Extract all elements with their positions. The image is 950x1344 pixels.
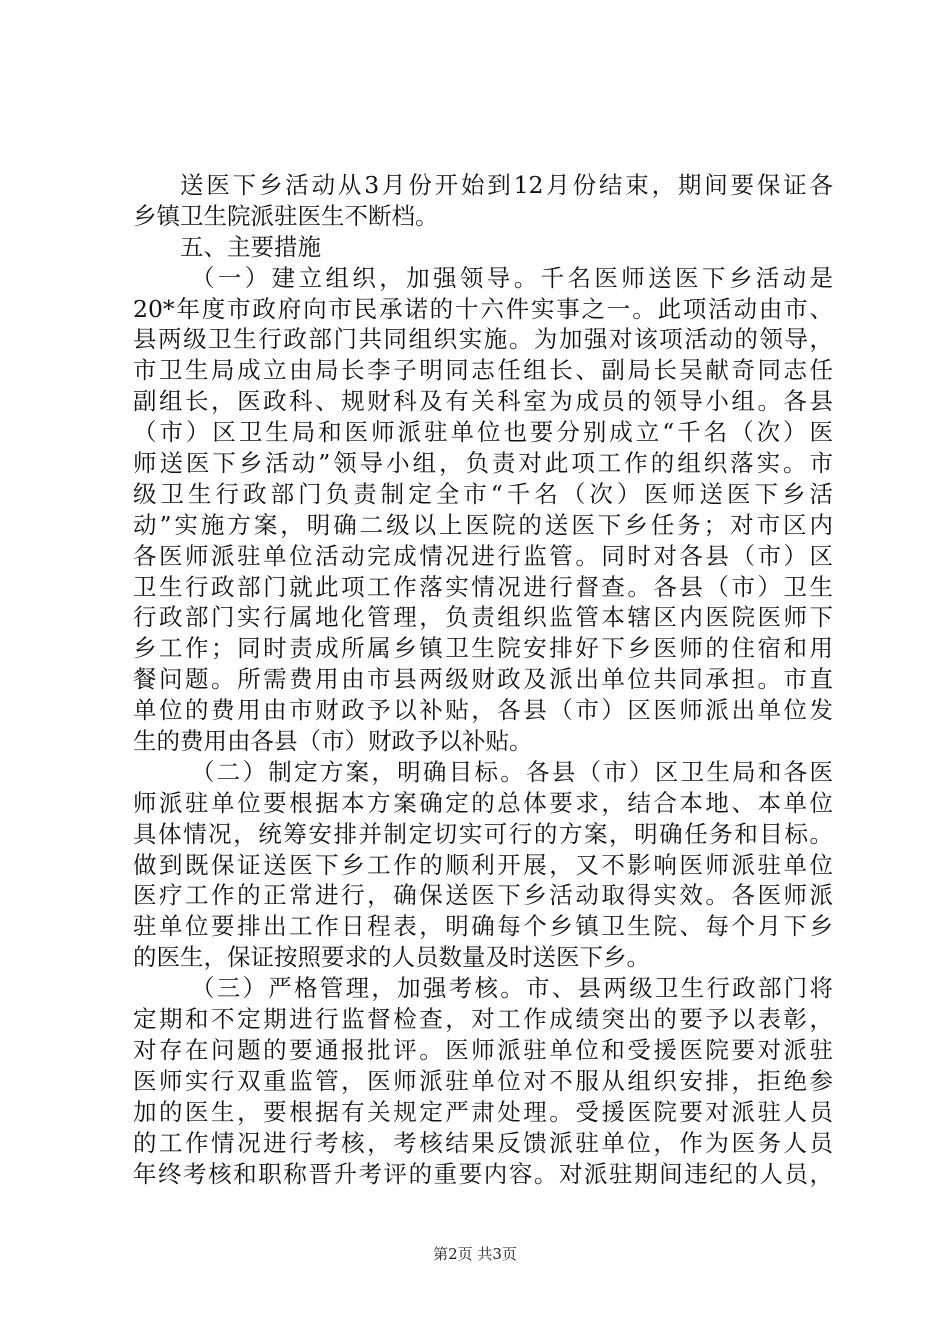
text-line: 定期和不定期进行监督检查，对工作成绩突出的要予以表彰， bbox=[133, 1005, 833, 1034]
text-line: 具体情况，统筹安排并制定切实可行的方案，明确任务和目标。 bbox=[133, 819, 833, 848]
page-footer bbox=[0, 1244, 950, 1264]
text-line: 的医生，保证按照要求的人员数量及时送医下乡。 bbox=[133, 943, 650, 972]
text-line: 加的医生，要根据有关规定严肃处理。受援医院要对派驻人员 bbox=[133, 1097, 833, 1126]
text-line: 卫生行政部门就此项工作落实情况进行督查。各县（市）卫生 bbox=[133, 572, 833, 601]
text-line: 市卫生局成立由局长李子明同志任组长、副局长吴献奇同志任 bbox=[133, 356, 833, 385]
text-line: 做到既保证送医下乡工作的顺利开展，又不影响医师派驻单位 bbox=[133, 850, 833, 879]
document-body bbox=[133, 170, 833, 1189]
text-line: 医疗工作的正常进行，确保送医下乡活动取得实效。各医师派 bbox=[133, 881, 833, 910]
text-line: 生的费用由各县（市）财政予以补贴。 bbox=[133, 727, 533, 756]
text-line: 20*年度市政府向市民承诺的十六件实事之一。此项活动由市、 bbox=[133, 294, 833, 323]
text-line: 级卫生行政部门负责制定全市“千名（次）医师送医下乡活 bbox=[133, 479, 833, 508]
page-number: 第2页 共3页 bbox=[433, 1245, 517, 1263]
subsection-heading: （三）严格管理，加强考核。市、县两级卫生行政部门将 bbox=[191, 974, 833, 1003]
subsection-heading: （一）建立组织，加强领导。千名医师送医下乡活动是 bbox=[191, 263, 833, 292]
text-line: 动”实施方案，明确二级以上医院的送医下乡任务；对市区内 bbox=[133, 510, 833, 539]
section-heading: 五、主要措施 bbox=[180, 232, 321, 261]
text-line: 的工作情况进行考核，考核结果反馈派驻单位，作为医务人员 bbox=[133, 1128, 833, 1157]
text-line: 年终考核和职称晋升考评的重要内容。对派驻期间违纪的人员， bbox=[133, 1159, 833, 1188]
text-line: 医师实行双重监管，医师派驻单位对不服从组织安排，拒绝参 bbox=[133, 1066, 833, 1095]
text-line: 餐问题。所需费用由市县两级财政及派出单位共同承担。市直 bbox=[133, 665, 833, 694]
text-line: 师送医下乡活动”领导小组，负责对此项工作的组织落实。市 bbox=[133, 449, 833, 478]
text-line: 驻单位要排出工作日程表，明确每个乡镇卫生院、每个月下乡 bbox=[133, 912, 833, 941]
text-line: 单位的费用由市财政予以补贴，各县（市）区医师派出单位发 bbox=[133, 696, 833, 725]
text-line: 县两级卫生行政部门共同组织实施。为加强对该项活动的领导， bbox=[133, 325, 833, 354]
text-line: 乡工作；同时责成所属乡镇卫生院安排好下乡医师的住宿和用 bbox=[133, 634, 833, 663]
text-line: （市）区卫生局和医师派驻单位也要分别成立“千名（次）医 bbox=[133, 418, 833, 447]
text-line: 副组长，医政科、规财科及有关科室为成员的领导小组。各县 bbox=[133, 387, 833, 416]
text-line: 各医师派驻单位活动完成情况进行监管。同时对各县（市）区 bbox=[133, 541, 833, 570]
subsection-heading: （二）制定方案，明确目标。各县（市）区卫生局和各医 bbox=[191, 757, 833, 786]
text-line: 送医下乡活动从3月份开始到12月份结束，期间要保证各 bbox=[180, 171, 833, 199]
text-line: 师派驻单位要根据本方案确定的总体要求，结合本地、本单位 bbox=[133, 788, 833, 817]
text-line: 行政部门实行属地化管理，负责组织监管本辖区内医院医师下 bbox=[133, 603, 833, 632]
text-line: 乡镇卫生院派驻医生不断档。 bbox=[133, 201, 439, 230]
text-line: 对存在问题的要通报批评。医师派驻单位和受援医院要对派驻 bbox=[133, 1035, 833, 1064]
